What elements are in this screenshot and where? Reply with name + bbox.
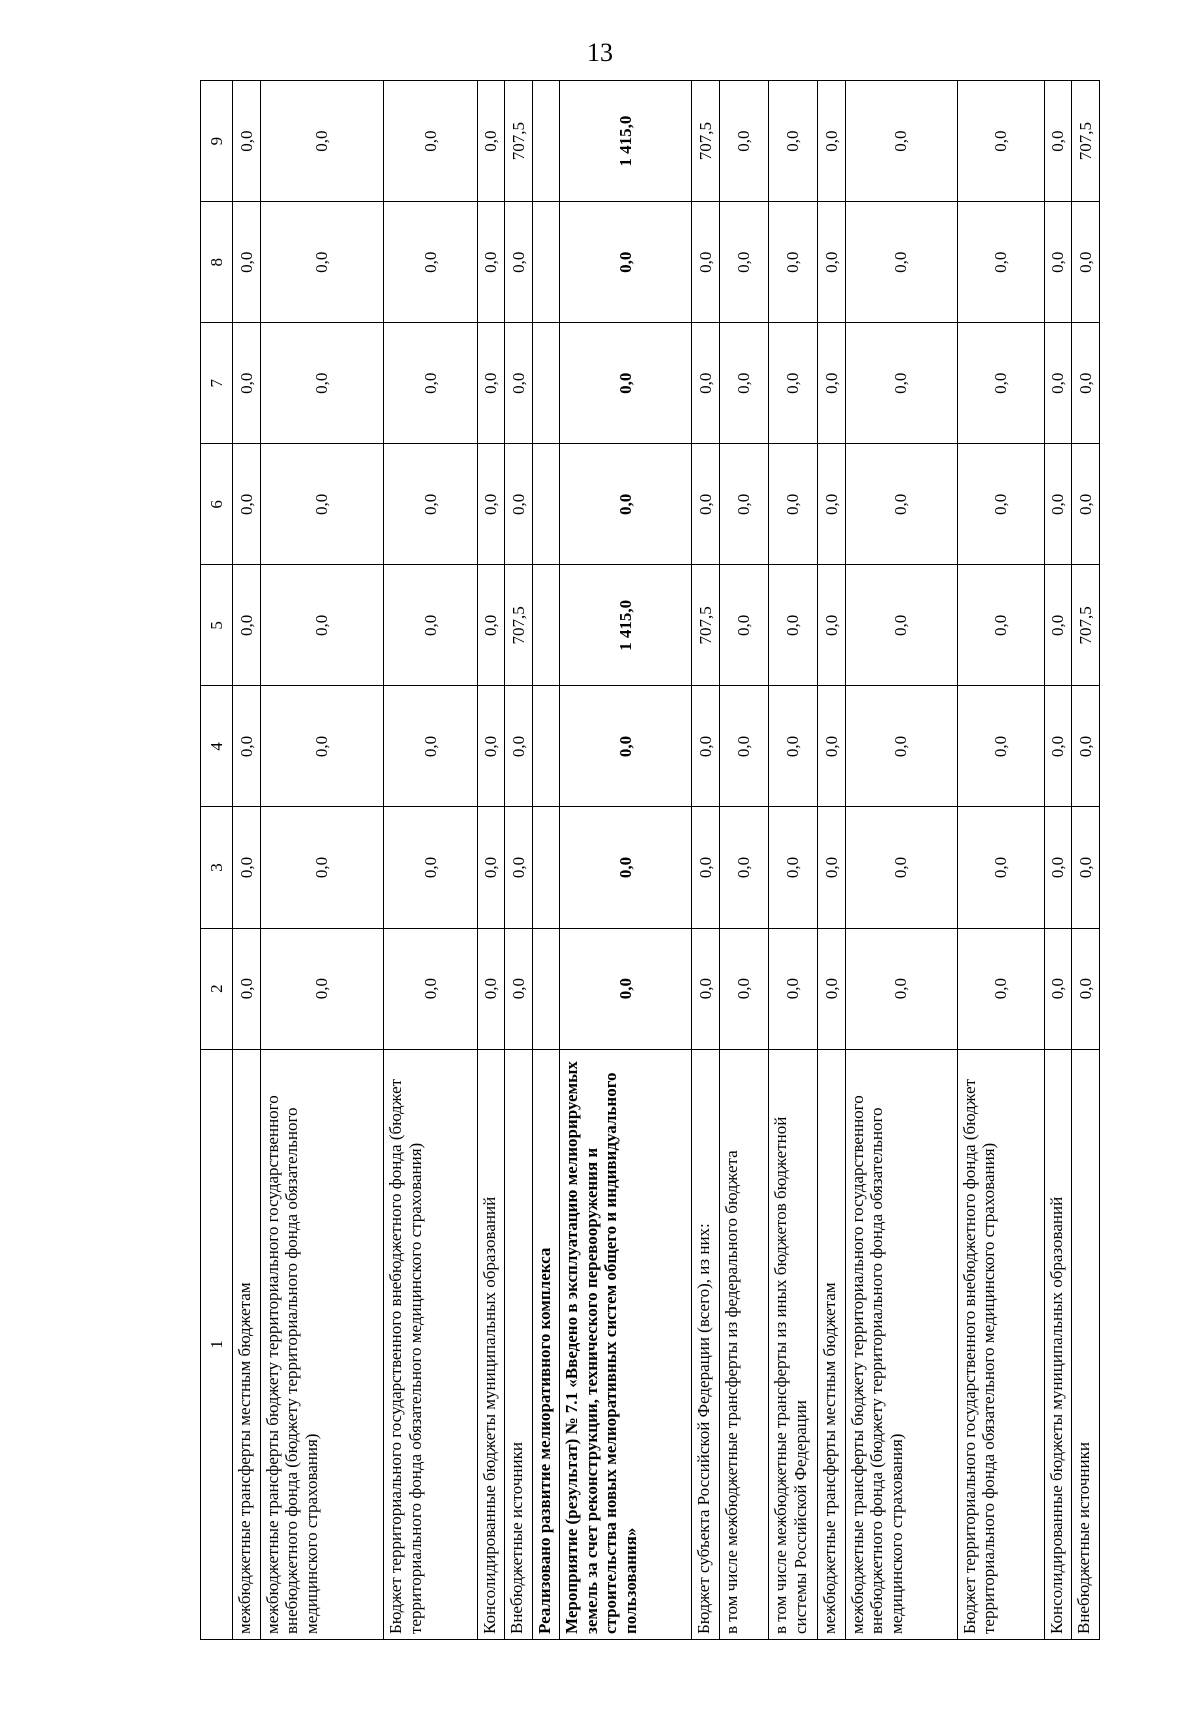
table-row xyxy=(383,81,477,1640)
value-cell: 707,5 xyxy=(692,81,719,202)
value-cell: 0,0 xyxy=(560,323,692,444)
value-cell: 0,0 xyxy=(383,686,477,807)
value-cell: 0,0 xyxy=(233,807,260,928)
value-cell: 0,0 xyxy=(957,202,1044,323)
table-row xyxy=(505,81,532,1640)
value-cell: 0,0 xyxy=(769,323,818,444)
table-row xyxy=(477,81,504,1640)
value-cell: 0,0 xyxy=(383,81,477,202)
value-cell: 0,0 xyxy=(769,807,818,928)
value-cell xyxy=(532,807,559,928)
value-cell xyxy=(532,565,559,686)
value-cell: 0,0 xyxy=(1044,444,1071,565)
value-cell: 0,0 xyxy=(260,444,383,565)
value-cell: 0,0 xyxy=(383,565,477,686)
value-cell: 0,0 xyxy=(233,928,260,1049)
value-cell: 0,0 xyxy=(818,81,845,202)
row-label: межбюджетные трансферты местным бюджетам xyxy=(818,1049,845,1639)
value-cell: 0,0 xyxy=(1044,81,1071,202)
value-cell: 0,0 xyxy=(818,323,845,444)
value-cell: 0,0 xyxy=(505,444,532,565)
value-cell: 0,0 xyxy=(1072,323,1100,444)
value-cell: 0,0 xyxy=(233,565,260,686)
value-cell: 0,0 xyxy=(477,444,504,565)
value-cell: 0,0 xyxy=(957,565,1044,686)
value-cell: 0,0 xyxy=(233,686,260,807)
value-cell xyxy=(532,81,559,202)
value-cell: 0,0 xyxy=(769,686,818,807)
row-label: межбюджетные трансферты бюджету территориального государственного внебюджетного фонда (бюджету территориального фонда обязательного медицинского страхования) xyxy=(845,1049,957,1639)
budget-table-body xyxy=(201,81,1100,1640)
value-cell: 0,0 xyxy=(957,81,1044,202)
value-cell: 0,0 xyxy=(233,444,260,565)
row-label: Консолидированные бюджеты муниципальных образований xyxy=(477,1049,504,1639)
value-cell: 0,0 xyxy=(1044,202,1071,323)
value-cell: 0,0 xyxy=(505,807,532,928)
column-number: 7 xyxy=(201,323,233,444)
value-cell: 0,0 xyxy=(477,807,504,928)
value-cell: 0,0 xyxy=(957,807,1044,928)
row-label: межбюджетные трансферты бюджету территориального государственного внебюджетного фонда (бюджету территориального фонда обязательного медицинского страхования) xyxy=(260,1049,383,1639)
value-cell: 0,0 xyxy=(505,686,532,807)
value-cell: 0,0 xyxy=(1072,202,1100,323)
value-cell: 0,0 xyxy=(818,444,845,565)
row-label: Реализовано развитие мелиоративного комплекса xyxy=(532,1049,559,1639)
table-row xyxy=(769,81,818,1640)
value-cell: 0,0 xyxy=(560,807,692,928)
value-cell xyxy=(532,686,559,807)
value-cell xyxy=(532,444,559,565)
value-cell: 0,0 xyxy=(260,686,383,807)
value-cell: 0,0 xyxy=(818,202,845,323)
page-number: 13 xyxy=(587,38,613,67)
table-row xyxy=(260,81,383,1640)
value-cell xyxy=(532,323,559,444)
row-label: Внебюджетные источники xyxy=(505,1049,532,1639)
table-row xyxy=(233,81,260,1640)
value-cell: 1 415,0 xyxy=(560,565,692,686)
value-cell: 0,0 xyxy=(818,686,845,807)
table-row xyxy=(719,81,768,1640)
value-cell: 0,0 xyxy=(560,202,692,323)
row-label: межбюджетные трансферты местным бюджетам xyxy=(233,1049,260,1639)
value-cell: 0,0 xyxy=(233,81,260,202)
value-cell: 0,0 xyxy=(845,807,957,928)
value-cell: 0,0 xyxy=(1044,686,1071,807)
value-cell: 0,0 xyxy=(260,323,383,444)
value-cell: 0,0 xyxy=(233,323,260,444)
column-number: 1 xyxy=(201,1049,233,1639)
value-cell: 0,0 xyxy=(233,202,260,323)
value-cell: 0,0 xyxy=(692,928,719,1049)
column-number: 2 xyxy=(201,928,233,1049)
value-cell: 0,0 xyxy=(957,323,1044,444)
value-cell: 0,0 xyxy=(1072,928,1100,1049)
value-cell: 0,0 xyxy=(719,686,768,807)
value-cell: 0,0 xyxy=(383,323,477,444)
value-cell: 0,0 xyxy=(1044,807,1071,928)
value-cell: 0,0 xyxy=(692,444,719,565)
value-cell: 707,5 xyxy=(505,565,532,686)
value-cell: 0,0 xyxy=(957,686,1044,807)
value-cell: 0,0 xyxy=(692,323,719,444)
value-cell: 0,0 xyxy=(719,81,768,202)
column-number: 3 xyxy=(201,807,233,928)
value-cell: 0,0 xyxy=(769,444,818,565)
value-cell: 0,0 xyxy=(957,444,1044,565)
value-cell: 0,0 xyxy=(1044,565,1071,686)
value-cell: 0,0 xyxy=(1044,928,1071,1049)
value-cell: 1 415,0 xyxy=(560,81,692,202)
value-cell: 0,0 xyxy=(845,928,957,1049)
value-cell: 0,0 xyxy=(769,928,818,1049)
value-cell: 0,0 xyxy=(692,686,719,807)
value-cell: 0,0 xyxy=(260,202,383,323)
value-cell: 0,0 xyxy=(719,928,768,1049)
value-cell: 0,0 xyxy=(1044,323,1071,444)
value-cell: 707,5 xyxy=(1072,81,1100,202)
value-cell: 707,5 xyxy=(1072,565,1100,686)
value-cell: 0,0 xyxy=(505,323,532,444)
column-number: 4 xyxy=(201,686,233,807)
header-row xyxy=(201,81,233,1640)
value-cell: 0,0 xyxy=(1072,444,1100,565)
value-cell: 0,0 xyxy=(719,323,768,444)
value-cell: 0,0 xyxy=(818,807,845,928)
value-cell: 0,0 xyxy=(560,686,692,807)
value-cell: 0,0 xyxy=(477,565,504,686)
table-row xyxy=(845,81,957,1640)
value-cell: 0,0 xyxy=(692,202,719,323)
table-row xyxy=(692,81,719,1640)
value-cell: 0,0 xyxy=(383,202,477,323)
row-label: Внебюджетные источники xyxy=(1072,1049,1100,1639)
column-number: 9 xyxy=(201,81,233,202)
value-cell: 0,0 xyxy=(383,444,477,565)
value-cell: 0,0 xyxy=(505,928,532,1049)
value-cell: 0,0 xyxy=(692,807,719,928)
value-cell: 0,0 xyxy=(477,202,504,323)
value-cell: 0,0 xyxy=(719,565,768,686)
value-cell: 0,0 xyxy=(560,928,692,1049)
value-cell: 0,0 xyxy=(719,202,768,323)
value-cell: 0,0 xyxy=(477,686,504,807)
value-cell xyxy=(532,928,559,1049)
table-row xyxy=(560,81,692,1640)
value-cell: 0,0 xyxy=(560,444,692,565)
value-cell: 0,0 xyxy=(845,686,957,807)
value-cell: 0,0 xyxy=(719,807,768,928)
value-cell xyxy=(532,202,559,323)
table-row xyxy=(532,81,559,1640)
row-label: Мероприятие (результат) № 7.1 «Введено в эксплуатацию мелиорируемых земель за счет реконструкции, технического перевооружения и строительства новых мелиоративных систем общего и индивидуального пользования» xyxy=(560,1049,692,1639)
value-cell: 0,0 xyxy=(845,323,957,444)
table-row xyxy=(957,81,1044,1640)
value-cell: 0,0 xyxy=(260,81,383,202)
value-cell: 0,0 xyxy=(477,928,504,1049)
row-label: в том числе межбюджетные трансферты из федерального бюджета xyxy=(719,1049,768,1639)
row-label: в том числе межбюджетные трансферты из иных бюджетов бюджетной системы Российской Федерации xyxy=(769,1049,818,1639)
value-cell: 0,0 xyxy=(260,928,383,1049)
row-label: Бюджет территориального государственного внебюджетного фонда (бюджет территориального фонда обязательного медицинского страхования) xyxy=(957,1049,1044,1639)
rotated-table-container xyxy=(200,80,1100,1640)
row-label: Бюджет субъекта Российской Федерации (всего), из них: xyxy=(692,1049,719,1639)
value-cell: 0,0 xyxy=(845,202,957,323)
value-cell: 0,0 xyxy=(260,807,383,928)
value-cell: 0,0 xyxy=(845,444,957,565)
value-cell: 707,5 xyxy=(505,81,532,202)
table-row xyxy=(1072,81,1100,1640)
value-cell: 0,0 xyxy=(260,565,383,686)
value-cell: 0,0 xyxy=(477,323,504,444)
value-cell: 0,0 xyxy=(845,565,957,686)
value-cell: 0,0 xyxy=(719,444,768,565)
value-cell: 707,5 xyxy=(692,565,719,686)
row-label: Бюджет территориального государственного внебюджетного фонда (бюджет территориального фонда обязательного медицинского страхования) xyxy=(383,1049,477,1639)
value-cell: 0,0 xyxy=(769,565,818,686)
value-cell: 0,0 xyxy=(957,928,1044,1049)
table-row xyxy=(1044,81,1071,1640)
value-cell: 0,0 xyxy=(769,81,818,202)
value-cell: 0,0 xyxy=(477,81,504,202)
value-cell: 0,0 xyxy=(818,928,845,1049)
column-number: 5 xyxy=(201,565,233,686)
row-label: Консолидированные бюджеты муниципальных образований xyxy=(1044,1049,1071,1639)
value-cell: 0,0 xyxy=(383,928,477,1049)
value-cell: 0,0 xyxy=(1072,686,1100,807)
column-number: 6 xyxy=(201,444,233,565)
value-cell: 0,0 xyxy=(769,202,818,323)
value-cell: 0,0 xyxy=(383,807,477,928)
value-cell: 0,0 xyxy=(818,565,845,686)
value-cell: 0,0 xyxy=(1072,807,1100,928)
budget-table xyxy=(200,80,1100,1640)
column-number: 8 xyxy=(201,202,233,323)
table-row xyxy=(818,81,845,1640)
value-cell: 0,0 xyxy=(845,81,957,202)
value-cell: 0,0 xyxy=(505,202,532,323)
